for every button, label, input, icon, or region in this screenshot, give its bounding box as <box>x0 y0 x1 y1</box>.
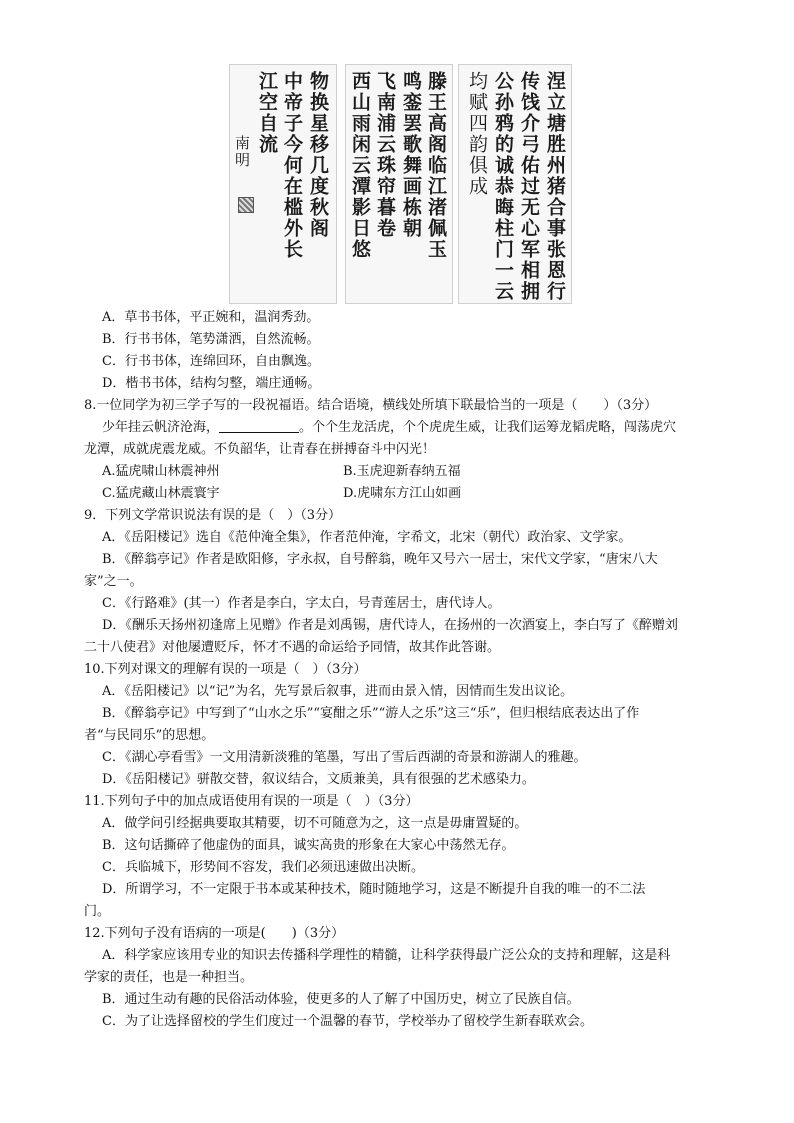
option-d-cont: 二十八使君》对他屡遭贬斥，怀才不遇的命运给予同情，故其作此答谢。 <box>84 640 501 655</box>
option-c: C.猛虎藏山林震寰宇 <box>102 486 220 501</box>
option-a: A．《岳阳楼记》以“记”为名，先写景后叙事，进而由景入情，因情而生发出议论。 <box>102 684 574 699</box>
option-d: D．《酬乐天扬州初逢席上见赠》作者是刘禹锡，唐代诗人，在扬州的一次酒宴上，李白写了《醉赠刘 <box>102 618 678 633</box>
seal-stamp <box>238 197 254 213</box>
option-a: A．《岳阳楼记》选自《范仲淹全集》，作者范仲淹，字希文，北宋（朝代）政治家、文学家。 <box>102 530 632 545</box>
calligraphy-column: 中帝子今何在槛外长 <box>281 71 303 260</box>
option-d-cont: 门。 <box>84 904 111 919</box>
calligraphy-panel-left <box>229 64 337 304</box>
calligraphy-panel-middle <box>345 64 453 304</box>
option-d: D．《岳阳楼记》骈散交替，叙议结合，文质兼美，具有很强的艺术感染力。 <box>102 772 535 787</box>
option-b-cont: 家”之一。 <box>84 574 143 589</box>
passage-text: 。个个生龙活虎，个个虎虎生威，让我们运筹龙韬虎略，闯荡虎穴 <box>299 420 677 435</box>
calligraphy-column: 西山雨闲云潭影日悠 <box>349 71 371 260</box>
option-a: A．做学问引经据典要取其精要，切不可随意为之，这一点是毋庸置疑的。 <box>102 816 528 831</box>
calligraphy-column: 江空自流 <box>256 71 278 155</box>
question-12-stem: 12.下列句子没有语病的一项是( )（3分） <box>84 926 345 941</box>
calligraphy-column: 公孙鸦的诚恭晦柱门一云 <box>492 71 514 302</box>
calligraphy-column: 鸣銮罢歌舞画栋朝 <box>400 71 422 239</box>
question-10-stem: 10.下列对课文的理解有误的一项是（ ）（3分） <box>84 662 367 677</box>
option-d: D．楷书书体，结构匀整，端庄通畅。 <box>102 376 321 391</box>
option-c: C．《湖心亭看雪》一文用清新淡雅的笔墨，写出了雪后西湖的奇景和游湖人的雅趣。 <box>102 750 587 765</box>
option-d: D．所谓学习，不一定限于书本或某种技术，随时随地学习，这是不断提升自我的唯一的不二法 <box>102 882 646 897</box>
option-b: B．行书书体，笔势潇洒，自然流畅。 <box>102 332 320 347</box>
option-a: A.猛虎啸山林震神州 <box>102 464 220 479</box>
option-b: B．这句话撕碎了他虚伪的面具，诚实高贵的形象在大家心中荡然无存。 <box>102 838 515 853</box>
option-b: B．通过生动有趣的民俗活动体验，使更多的人了解了中国历史，树立了民族自信。 <box>102 992 580 1007</box>
calligraphy-panel-right <box>458 64 572 304</box>
answer-blank <box>219 420 299 433</box>
passage-text: 少年挂云帆济沧海， <box>102 420 220 435</box>
option-b: B．《醉翁亭记》中写到了“山水之乐”“宴酣之乐”“游人之乐”这三“乐”，但归根结底表达出了作 <box>102 706 640 721</box>
option-c: C．为了让选择留校的学生们度过一个温馨的春节，学校举办了留校学生新春联欢会。 <box>102 1014 593 1029</box>
question-8-stem: 8.一位同学为初三学子写的一段祝福语。结合语境，横线处所填下联最恰当的一项是（ ）（3分） <box>84 398 658 413</box>
calligraphy-column: 涅立塘胜州猪合事张恩行 <box>544 71 566 302</box>
option-a: A．草书书体，平正婉和，温润秀劲。 <box>102 310 320 325</box>
option-c: C．兵临城下，形势间不容发，我们必须迅速做出决断。 <box>102 860 424 875</box>
calligraphy-signature: 南明 <box>233 135 251 169</box>
question-8-passage <box>102 419 676 437</box>
option-a: A．科学家应该用专业的知识去传播科学理性的精髓，让科学获得最广泛公众的支持和理解，这是科 <box>102 948 671 963</box>
calligraphy-column: 物换星移几度秋阁 <box>307 71 329 239</box>
option-c: C．《行路难》(其一）作者是李白，字太白，号青莲居士，唐代诗人。 <box>102 596 501 611</box>
calligraphy-column: 均赋四韵俱成 <box>466 71 488 197</box>
question-9-stem: 9．下列文学常识说法有误的是（ ）（3分） <box>84 508 342 523</box>
question-11-stem: 11.下列句子中的加点成语使用有误的一项是（ ）（3分） <box>84 794 419 809</box>
calligraphy-column: 飞南浦云珠帘暮卷 <box>374 71 396 239</box>
option-b: B.玉虎迎新春纳五福 <box>343 464 461 479</box>
option-c: C．行书书体，连绵回环，自由飘逸。 <box>102 354 320 369</box>
option-d: D.虎啸东方江山如画 <box>343 486 462 501</box>
option-b-cont: 者“与民同乐”的思想。 <box>84 728 215 743</box>
calligraphy-column: 传饯介弓佑过无心军相拥 <box>518 71 540 302</box>
option-a-cont: 学家的责任，也是一种担当。 <box>84 970 254 985</box>
calligraphy-image <box>229 64 572 304</box>
option-b: B．《醉翁亭记》作者是欧阳修，字永叔，自号醉翁，晚年又号六一居士，宋代文学家，“唐宋八大 <box>102 552 658 567</box>
question-8-passage: 龙潭，成就虎震龙威。不负韶华，让青春在拼搏奋斗中闪光！ <box>84 442 436 457</box>
calligraphy-column: 滕王高阁临江渚佩玉 <box>425 71 447 260</box>
